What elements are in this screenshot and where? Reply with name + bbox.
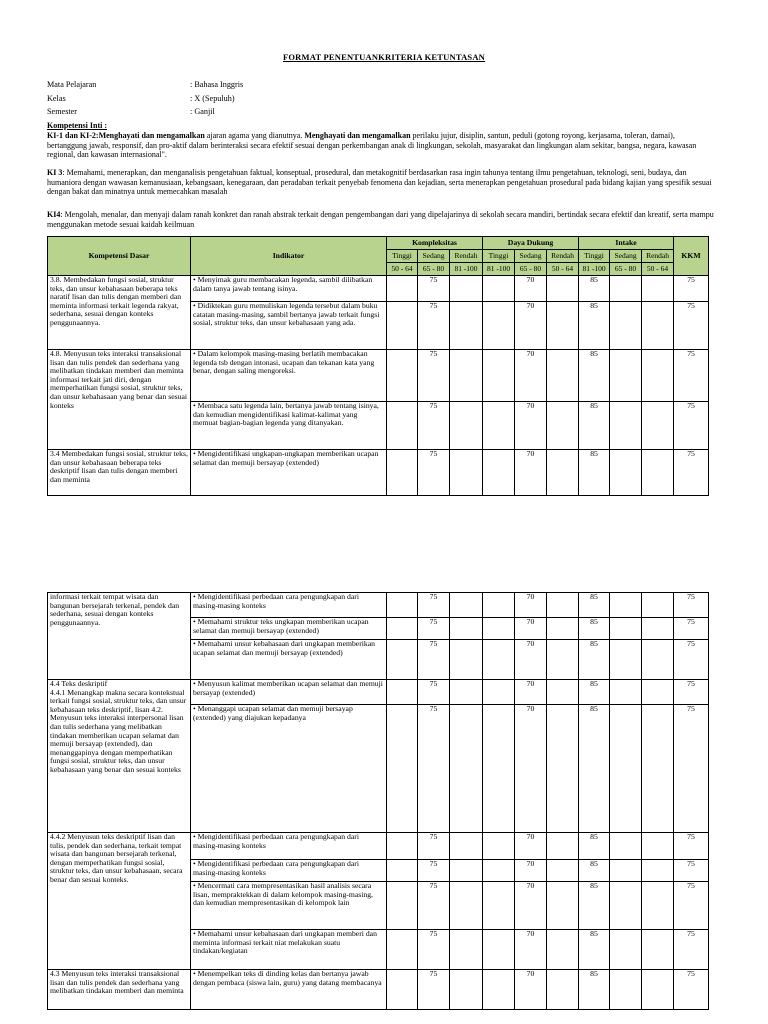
empty-cell xyxy=(387,860,418,882)
empty-cell xyxy=(450,705,483,833)
empty-cell xyxy=(610,593,642,618)
daya-dukung-value: 70 xyxy=(515,450,547,496)
empty-cell xyxy=(610,882,642,930)
empty-cell xyxy=(547,618,579,640)
bullet-icon: • xyxy=(193,679,198,688)
kompleksitas-value: 75 xyxy=(418,276,450,302)
empty-cell xyxy=(547,450,579,496)
intake-value: 85 xyxy=(579,970,610,1010)
kkm-value: 75 xyxy=(674,593,709,618)
kompetensi-dasar-cell: 4.8. Menyusun teks interaksi transaksional lisan dan tulis pendek dan sederhana yang melibatkan tindakan memberi dan meminta informasi terkait jati diri, dengan memperhatikan fungsi sosial, struktur teks, dan unsur kebahasaan yang benar dan sesuai konteks xyxy=(48,350,191,450)
empty-cell xyxy=(387,618,418,640)
empty-cell xyxy=(450,833,483,860)
header-indikator: Indikator xyxy=(191,237,387,276)
kkm-value: 75 xyxy=(674,618,709,640)
empty-cell xyxy=(450,450,483,496)
kkm-value: 75 xyxy=(674,350,709,402)
ki-3-paragraph xyxy=(47,168,715,197)
kkm-value: 75 xyxy=(674,705,709,833)
info-label: Mata Pelajaran xyxy=(47,80,97,89)
header-range: 81 -100 xyxy=(579,263,610,276)
empty-cell xyxy=(450,882,483,930)
kompetensi-dasar-cell: 3.4 Membedakan fungsi sosial, struktur teks, dan unsur kebahasaan beberapa teks deskriptif lisan dan tulis dengan memberi dan meminta xyxy=(48,450,191,496)
intake-value: 85 xyxy=(579,860,610,882)
kompetensi-dasar-cell: informasi terkait tempat wisata dan bangunan bersejarah terkenal, pendek dan sederhana, sesuai dengan konteks penggunaannya. xyxy=(48,593,191,680)
indikator-cell xyxy=(191,618,387,640)
bullet-icon: • xyxy=(193,639,198,648)
empty-cell xyxy=(642,833,674,860)
empty-cell xyxy=(610,350,642,402)
indikator-text: Membaca satu legenda lain, bertanya jawab tentang isinya, dan kemudian mengidentifikasi kalimat-kalimat yang memuat bagian-bagian legenda yang ditanyakan. xyxy=(193,401,379,428)
table-row xyxy=(48,970,709,1010)
info-row-subject xyxy=(47,80,243,89)
header-kompetensi-dasar: Kompetensi Dasar xyxy=(48,237,191,276)
daya-dukung-value: 70 xyxy=(515,930,547,970)
empty-cell xyxy=(547,970,579,1010)
kkm-value: 75 xyxy=(674,833,709,860)
ki-4-paragraph xyxy=(47,210,715,229)
kompetensi-dasar-cell: 4.3 Menyusun teks interaksi transaksional lisan dan tulis pendek dan sederhana yang melibatkan tindakan memberi dan meminta xyxy=(48,970,191,1010)
empty-cell xyxy=(387,705,418,833)
empty-cell xyxy=(610,618,642,640)
table-row xyxy=(48,350,709,402)
empty-cell xyxy=(483,833,515,860)
empty-cell xyxy=(547,833,579,860)
header-level: Tinggi xyxy=(483,250,515,263)
indikator-text: Didiktekan guru memuliskan legenda tersebut dalam buku catatan masing-masing, sambil bertanya jawab terkait fungsi sosial, struktur teks, dan unsur kebahasaan yang ada. xyxy=(193,301,380,328)
empty-cell xyxy=(610,276,642,302)
table-row xyxy=(48,593,709,618)
empty-cell xyxy=(387,970,418,1010)
indikator-cell xyxy=(191,860,387,882)
header-range: 65 - 80 xyxy=(515,263,547,276)
intake-value: 85 xyxy=(579,450,610,496)
empty-cell xyxy=(547,930,579,970)
empty-cell xyxy=(547,276,579,302)
daya-dukung-value: 70 xyxy=(515,593,547,618)
empty-cell xyxy=(450,593,483,618)
document-page-1 xyxy=(0,0,768,496)
kompleksitas-value: 75 xyxy=(418,833,450,860)
empty-cell xyxy=(610,970,642,1010)
empty-cell xyxy=(547,640,579,680)
indikator-text: Mencermati cara mempresentasikan hasil analisis secara lisan, mempraktekkan di dalam kelompok masing-masing, dan kemudian mempresentasikan di kelompok lain xyxy=(193,881,373,908)
empty-cell xyxy=(547,860,579,882)
header-range: 50 - 64 xyxy=(547,263,579,276)
bullet-icon: • xyxy=(193,832,198,841)
kompetensi-dasar-cell: 4.4.2 Menyusun teks deskriptif lisan dan tulis, pendek dan sederhana, terkait tempat wisata dan bangunan bersejarah terkenal, dengan memperhatikan fungsi sosial, struktur teks, dan unsur kebahasaan, secara benar dan sesuai konteks. xyxy=(48,833,191,970)
table-row xyxy=(48,276,709,302)
kompetensi-dasar-cell: 3.8. Membedakan fungsi sosial, struktur teks, dan unsur kebahasaan beberapa teks naratif lisan dan tulis dengan memberi dan meminta informasi terkait legenda rakyat, sederhana, sesuai dengan konteks penggunaannya. xyxy=(48,276,191,350)
empty-cell xyxy=(610,402,642,450)
bullet-icon: • xyxy=(193,301,198,310)
header-level: Sedang xyxy=(515,250,547,263)
kkm-value: 75 xyxy=(674,276,709,302)
indikator-cell xyxy=(191,402,387,450)
header-range: 65 - 80 xyxy=(418,263,450,276)
empty-cell xyxy=(642,640,674,680)
empty-cell xyxy=(483,970,515,1010)
indikator-cell xyxy=(191,833,387,860)
header-range: 81 -100 xyxy=(483,263,515,276)
empty-cell xyxy=(450,860,483,882)
bullet-icon: • xyxy=(193,401,198,410)
empty-cell xyxy=(642,593,674,618)
intake-value: 85 xyxy=(579,680,610,705)
intake-value: 85 xyxy=(579,302,610,350)
indikator-cell xyxy=(191,276,387,302)
ki-4-text: : Mengolah, menalar, dan menyaji dalam ranah konkret dan ranah abstrak terkait dengan pengembangan dari yang dipelajarinya di sekolah secara mandiri, bertindak secara efektif dan kreatif, serta mampu menggunakan metode sesuai kaidah keilmuan xyxy=(47,210,714,229)
indikator-text: Menempelkan teks di dinding kelas dan bertanya jawab dengan pembaca (siswa lain, guru) yang datang membacanya xyxy=(193,969,382,987)
ki-4-prefix: KI4 xyxy=(47,210,61,219)
empty-cell xyxy=(642,402,674,450)
kompleksitas-value: 75 xyxy=(418,860,450,882)
daya-dukung-value: 70 xyxy=(515,970,547,1010)
empty-cell xyxy=(642,882,674,930)
header-level: Rendah xyxy=(450,250,483,263)
indikator-cell xyxy=(191,350,387,402)
intake-value: 85 xyxy=(579,276,610,302)
header-range: 50 - 64 xyxy=(642,263,674,276)
intake-value: 85 xyxy=(579,640,610,680)
empty-cell xyxy=(642,970,674,1010)
empty-cell xyxy=(642,680,674,705)
daya-dukung-value: 70 xyxy=(515,833,547,860)
empty-cell xyxy=(387,276,418,302)
kompleksitas-value: 75 xyxy=(418,930,450,970)
info-value: : Bahasa Inggris xyxy=(190,80,244,89)
daya-dukung-value: 70 xyxy=(515,350,547,402)
empty-cell xyxy=(547,302,579,350)
kkm-value: 75 xyxy=(674,882,709,930)
empty-cell xyxy=(642,860,674,882)
indikator-cell xyxy=(191,705,387,833)
empty-cell xyxy=(387,882,418,930)
indikator-text: Menyusun kalimat memberikan ucapan selamat dan memuji bersayap (extended) xyxy=(193,679,383,697)
kompleksitas-value: 75 xyxy=(418,593,450,618)
header-level: Sedang xyxy=(418,250,450,263)
empty-cell xyxy=(483,276,515,302)
header-range: 50 - 64 xyxy=(387,263,418,276)
empty-cell xyxy=(387,640,418,680)
empty-cell xyxy=(547,705,579,833)
empty-cell xyxy=(642,350,674,402)
empty-cell xyxy=(610,640,642,680)
page-gap xyxy=(0,496,768,585)
indikator-text: Mengidentifikasi ungkapan-ungkapan memberikan ucapan selamat dan memuji bersayap (extended) xyxy=(193,449,379,467)
empty-cell xyxy=(547,882,579,930)
kompleksitas-value: 75 xyxy=(418,450,450,496)
empty-cell xyxy=(450,302,483,350)
indikator-text: Menanggapi ucapan selamat dan memuji bersayap (extended) yang diajukan kepadanya xyxy=(193,704,353,722)
bullet-icon: • xyxy=(193,449,198,458)
kkm-table xyxy=(47,236,709,496)
empty-cell xyxy=(450,402,483,450)
empty-cell xyxy=(642,705,674,833)
header-level: Sedang xyxy=(610,250,642,263)
empty-cell xyxy=(547,350,579,402)
info-label: Semester xyxy=(47,107,78,116)
bullet-icon: • xyxy=(193,859,198,868)
header-level: Tinggi xyxy=(579,250,610,263)
empty-cell xyxy=(642,302,674,350)
empty-cell xyxy=(483,860,515,882)
intake-value: 85 xyxy=(579,350,610,402)
empty-cell xyxy=(387,833,418,860)
bullet-icon: • xyxy=(193,275,198,284)
kkm-value: 75 xyxy=(674,860,709,882)
empty-cell xyxy=(450,930,483,970)
bullet-icon: • xyxy=(193,929,198,938)
empty-cell xyxy=(610,930,642,970)
kompleksitas-value: 75 xyxy=(418,402,450,450)
empty-cell xyxy=(483,882,515,930)
kkm-value: 75 xyxy=(674,680,709,705)
indikator-cell xyxy=(191,302,387,350)
kompleksitas-value: 75 xyxy=(418,970,450,1010)
indikator-cell xyxy=(191,930,387,970)
kompetensi-inti-heading: Kompetensi Inti : xyxy=(47,121,107,130)
kkm-value: 75 xyxy=(674,640,709,680)
empty-cell xyxy=(610,450,642,496)
kkm-value: 75 xyxy=(674,450,709,496)
table-row xyxy=(48,680,709,705)
kkm-table-continued xyxy=(47,592,709,1010)
daya-dukung-value: 70 xyxy=(515,705,547,833)
kompleksitas-value: 75 xyxy=(418,350,450,402)
intake-value: 85 xyxy=(579,705,610,833)
header-level: Tinggi xyxy=(387,250,418,263)
empty-cell xyxy=(387,680,418,705)
indikator-text: Mengidentifikasi perbedaan cara pengungkapan dari masing-masing konteks xyxy=(193,859,359,877)
header-level: Rendah xyxy=(547,250,579,263)
info-row-semester xyxy=(47,107,215,116)
empty-cell xyxy=(387,402,418,450)
bullet-icon: • xyxy=(193,969,198,978)
bullet-icon: • xyxy=(193,704,198,713)
daya-dukung-value: 70 xyxy=(515,302,547,350)
document-title: FORMAT PENENTUANKRITERIA KETUNTASAN xyxy=(282,52,486,62)
daya-dukung-value: 70 xyxy=(515,276,547,302)
document-page-2 xyxy=(0,585,768,1024)
indikator-cell xyxy=(191,593,387,618)
indikator-text: Mengidentifikasi perbedaan cara pengungkapan dari masing-masing konteks xyxy=(193,592,359,610)
header-range: 65 - 80 xyxy=(610,263,642,276)
empty-cell xyxy=(483,618,515,640)
indikator-text: Dalam kelompok masing-masing berlatih membacakan legenda tsb dengan intonasi, ucapan dan tekanan kata yang benar, dengan saling mengoreksi. xyxy=(193,349,375,376)
bullet-icon: • xyxy=(193,349,198,358)
empty-cell xyxy=(483,402,515,450)
empty-cell xyxy=(450,640,483,680)
empty-cell xyxy=(642,930,674,970)
empty-cell xyxy=(547,593,579,618)
kkm-value: 75 xyxy=(674,930,709,970)
empty-cell xyxy=(547,402,579,450)
empty-cell xyxy=(450,680,483,705)
intake-value: 85 xyxy=(579,930,610,970)
kompleksitas-value: 75 xyxy=(418,680,450,705)
kompleksitas-value: 75 xyxy=(418,705,450,833)
header-daya-dukung: Daya Dukung xyxy=(483,237,579,250)
empty-cell xyxy=(642,450,674,496)
header-range: 81 -100 xyxy=(450,263,483,276)
empty-cell xyxy=(642,618,674,640)
ki-1-2-text: ajaran agama yang dianutnya. xyxy=(204,131,305,140)
info-label: Kelas xyxy=(47,94,66,103)
indikator-cell xyxy=(191,450,387,496)
empty-cell xyxy=(483,450,515,496)
header-intake: Intake xyxy=(579,237,674,250)
empty-cell xyxy=(450,350,483,402)
empty-cell xyxy=(450,970,483,1010)
header-level: Rendah xyxy=(642,250,674,263)
empty-cell xyxy=(387,302,418,350)
indikator-text: Memahami unsur kebahasaan dari ungkapan memberikan ucapan selamat dan memuji bersayap (extended) xyxy=(193,639,376,657)
indikator-text: Memahami unsur kebahasaan dari ungkapan memberi dan meminta informasi terkait niat melakukan suatu tindakan/kegiatan xyxy=(193,929,377,956)
intake-value: 85 xyxy=(579,882,610,930)
kkm-value: 75 xyxy=(674,402,709,450)
empty-cell xyxy=(610,302,642,350)
kompetensi-dasar-cell: 4.4 Teks deskriptif 4.4.1 Menangkap makna secara kontekstual terkait fungsi sosial, struktur teks, dan unsur kebahasaan teks deskriptif, lisan 4.2. Menyusun teks interaksi interpersonal lisan dan tulis sederhana yang melibatkan tindakan memberikan ucapan selamat dan memuji bersayap (extended), dan menanggapinya dengan memperhatikan fungsi sosial, struktur teks, dan unsur kebahasaan yang benar dan sesuai konteks xyxy=(48,680,191,833)
empty-cell xyxy=(483,640,515,680)
empty-cell xyxy=(642,276,674,302)
empty-cell xyxy=(387,593,418,618)
ki-1-2-prefix: KI-1 dan KI-2: xyxy=(47,131,99,140)
empty-cell xyxy=(547,680,579,705)
daya-dukung-value: 70 xyxy=(515,860,547,882)
info-value: : Ganjil xyxy=(190,107,215,116)
indikator-text: Menyimak guru membacakan legenda, sambil dilibatkan dalam tanya jawab tentang isinya. xyxy=(193,275,373,293)
ki-3-text: : Memahami, menerapkan, dan menganalisis pengetahuan faktual, konseptual, prosedural, dan metakognitif berdasarkan rasa ingin tahunya tentang ilmu pengetahuan, teknologi, seni, budaya, dan humaniora dengan wawasan kemanusiaan, kebangsaan, kenegaraan, dan peradaban terkait penyebab fenomena dan kejadian, serta menerapkan pengetahuan prosedural pada bidang kajian yang spesifik sesuai dengan bakat dan minatnya untuk memecahkan masalah xyxy=(47,168,712,197)
kompleksitas-value: 75 xyxy=(418,640,450,680)
intake-value: 85 xyxy=(579,593,610,618)
bullet-icon: • xyxy=(193,617,198,626)
indikator-text: Mengidentifikasi perbedaan cara pengungkapan dari masing-masing konteks xyxy=(193,832,359,850)
intake-value: 85 xyxy=(579,833,610,860)
empty-cell xyxy=(610,833,642,860)
empty-cell xyxy=(483,302,515,350)
empty-cell xyxy=(610,860,642,882)
bullet-icon: • xyxy=(193,592,198,601)
daya-dukung-value: 70 xyxy=(515,640,547,680)
indikator-cell xyxy=(191,680,387,705)
kompleksitas-value: 75 xyxy=(418,618,450,640)
table-row xyxy=(48,833,709,860)
ki-1-2-bold: Menghayati dan mengamalkan xyxy=(304,131,411,140)
indikator-cell xyxy=(191,970,387,1010)
empty-cell xyxy=(610,705,642,833)
daya-dukung-value: 70 xyxy=(515,882,547,930)
empty-cell xyxy=(483,705,515,833)
bullet-icon: • xyxy=(193,881,198,890)
empty-cell xyxy=(483,930,515,970)
indikator-cell xyxy=(191,882,387,930)
ki-3-prefix: KI 3 xyxy=(47,168,63,177)
indikator-text: Memahami struktur teks ungkapan memberikan ucapan selamat dan memuji bersayap (extended) xyxy=(193,617,369,635)
empty-cell xyxy=(387,930,418,970)
empty-cell xyxy=(610,680,642,705)
indikator-cell xyxy=(191,640,387,680)
info-value: : X (Sepuluh) xyxy=(190,94,235,103)
kkm-value: 75 xyxy=(674,970,709,1010)
empty-cell xyxy=(450,618,483,640)
empty-cell xyxy=(450,276,483,302)
intake-value: 85 xyxy=(579,618,610,640)
daya-dukung-value: 70 xyxy=(515,402,547,450)
empty-cell xyxy=(483,680,515,705)
daya-dukung-value: 70 xyxy=(515,680,547,705)
intake-value: 85 xyxy=(579,402,610,450)
kompleksitas-value: 75 xyxy=(418,302,450,350)
header-kkm: KKM xyxy=(674,237,709,276)
table-row xyxy=(48,450,709,496)
info-row-class xyxy=(47,94,235,103)
ki-1-2-bold: Menghayati dan mengamalkan xyxy=(98,131,205,140)
ki-1-2-text: perilaku jujur, disiplin, santun, peduli (gotong royong, kerjasama, toleran, damai), bertanggung jawab, responsif, dan pro-aktif dalam berinteraksi secara efektif sesuai dengan perkembangan anak di lingkungan, sekolah, masyarakat dan lingkungan alam sekitar, bangsa, negara, kawasan regional, dan kawasan internasional". xyxy=(47,131,697,160)
empty-cell xyxy=(387,450,418,496)
daya-dukung-value: 70 xyxy=(515,618,547,640)
empty-cell xyxy=(483,350,515,402)
header-kompleksitas: Kompleksitas xyxy=(387,237,483,250)
kkm-value: 75 xyxy=(674,302,709,350)
kompleksitas-value: 75 xyxy=(418,882,450,930)
empty-cell xyxy=(387,350,418,402)
ki-1-2-paragraph xyxy=(47,131,715,160)
empty-cell xyxy=(483,593,515,618)
